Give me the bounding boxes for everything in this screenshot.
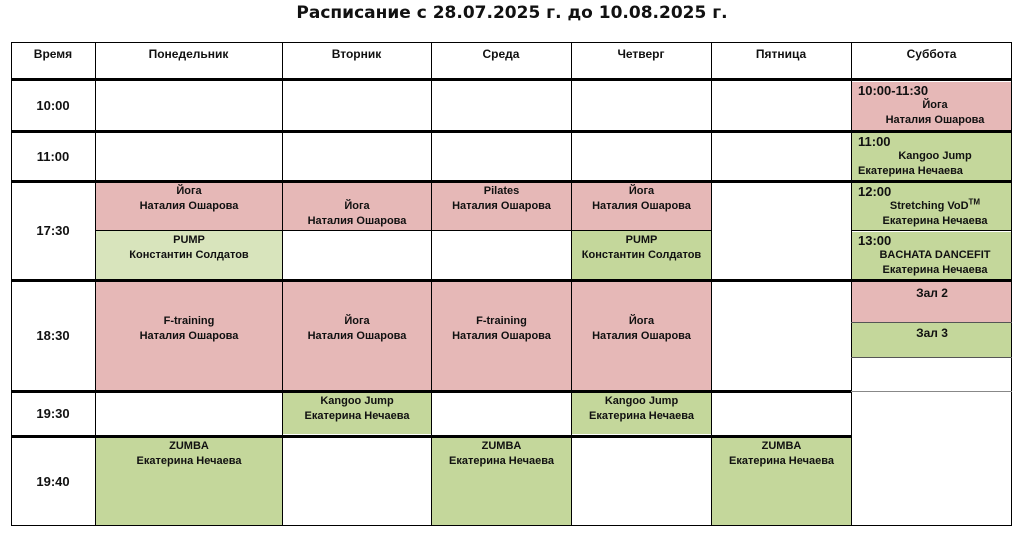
time-cell: 10:00 xyxy=(36,98,70,113)
class-cell xyxy=(572,282,711,390)
trainer-name: Екатерина Нечаева xyxy=(449,455,554,467)
class-name: ZUMBA xyxy=(481,440,522,452)
trainer-name: Наталия Ошарова xyxy=(307,330,407,342)
row-divider xyxy=(851,322,1012,323)
table-border xyxy=(11,42,1012,43)
trainer-name: Константин Солдатов xyxy=(581,249,702,261)
trainer-name: Екатерина Нечаева xyxy=(858,165,963,177)
class-cell xyxy=(96,437,282,525)
row-divider xyxy=(11,390,852,393)
class-name: Pilates xyxy=(483,185,520,197)
trainer-name: Екатерина Нечаева xyxy=(589,410,694,422)
row-divider xyxy=(11,78,1012,81)
trainer-name: Наталия Ошарова xyxy=(452,330,551,342)
row-divider xyxy=(851,230,1012,231)
row-divider xyxy=(11,180,1012,183)
row-divider xyxy=(11,130,1012,133)
class-time: 11:00 xyxy=(858,134,891,149)
trainer-name: Константин Солдатов xyxy=(129,249,249,261)
header-friday: Пятница xyxy=(755,47,807,61)
hall-2-cell: Зал 2 xyxy=(852,282,1012,322)
header-monday: Понедельник xyxy=(148,47,229,61)
trainer-name: Екатерина Нечаева xyxy=(882,215,988,227)
column-divider xyxy=(282,42,283,526)
row-divider xyxy=(851,357,1012,358)
class-name: Йога xyxy=(628,315,655,327)
class-cell xyxy=(96,231,282,279)
class-cell xyxy=(432,182,571,230)
class-cell xyxy=(432,282,571,390)
class-cell xyxy=(96,282,282,390)
saturday-class-cell xyxy=(852,183,1012,230)
table-border xyxy=(11,525,1012,526)
class-name: Kangoo Jump xyxy=(604,395,679,407)
trainer-name: Наталия Ошарова xyxy=(139,200,239,212)
class-name: Stretching VoD™ xyxy=(889,197,981,212)
row-divider xyxy=(11,435,852,438)
class-name: ZUMBA xyxy=(761,440,802,452)
class-name: Йога xyxy=(176,185,202,197)
row-divider xyxy=(851,391,1012,392)
class-name: F-training xyxy=(476,315,527,327)
header-saturday: Суббота xyxy=(906,47,957,61)
trainer-name: Наталия Ошарова xyxy=(139,330,239,342)
saturday-class-cell xyxy=(852,133,1012,180)
saturday-class-cell xyxy=(852,232,1012,279)
trainer-name: Наталия Ошарова xyxy=(592,200,691,212)
class-name: ZUMBA xyxy=(169,440,209,452)
class-name: PUMP xyxy=(625,234,658,246)
row-divider xyxy=(11,279,1012,282)
hall-3-cell: Зал 3 xyxy=(852,323,1012,357)
trainer-name: Наталия Ошарова xyxy=(452,200,551,212)
time-cell: 11:00 xyxy=(36,148,70,164)
column-divider xyxy=(851,42,852,526)
class-name: F-training xyxy=(163,315,215,327)
table-border xyxy=(1011,42,1012,526)
time-cell: 18:30 xyxy=(36,328,70,343)
class-cell xyxy=(572,182,711,230)
trainer-name: Екатерина Нечаева xyxy=(882,264,988,276)
class-cell xyxy=(432,437,571,525)
class-cell xyxy=(572,231,711,279)
class-name: PUMP xyxy=(173,234,205,246)
class-name: BACHATA DANCEFIT xyxy=(879,249,991,261)
class-cell xyxy=(283,392,431,434)
row-divider xyxy=(95,230,711,231)
trainer-name: Екатерина Нечаева xyxy=(729,455,834,467)
trainer-name: Екатерина Нечаева xyxy=(304,410,410,422)
class-cell xyxy=(283,282,431,390)
header-wednesday: Среда xyxy=(482,47,520,61)
table-border xyxy=(11,42,12,526)
column-divider xyxy=(95,42,96,526)
class-name: Йога xyxy=(628,185,655,197)
class-time: 12:00 xyxy=(858,184,892,199)
class-cell xyxy=(572,392,711,434)
class-name: Kangoo Jump xyxy=(320,395,394,407)
header-tuesday: Вторник xyxy=(331,47,382,61)
class-cell xyxy=(283,182,431,230)
trainer-name: Наталия Ошарова xyxy=(307,215,407,227)
trainer-name: Наталия Ошарова xyxy=(885,114,985,126)
header-time: Время xyxy=(33,47,73,61)
class-name: Йога xyxy=(922,99,948,111)
trainer-name: Наталия Ошарова xyxy=(592,330,691,342)
header-thursday: Четверг xyxy=(617,47,665,61)
page-title: Расписание с 28.07.2025 г. до 10.08.2025 г. xyxy=(296,3,728,23)
class-name: Йога xyxy=(344,315,370,327)
class-cell xyxy=(96,182,282,230)
trainer-name: Екатерина Нечаева xyxy=(136,455,242,467)
saturday-class-cell xyxy=(852,82,1012,130)
class-time: 13:00 xyxy=(858,233,892,248)
class-time: 10:00-11:30 xyxy=(858,83,929,98)
time-cell: 17:30 xyxy=(36,223,70,238)
time-cell: 19:40 xyxy=(36,473,70,489)
column-divider xyxy=(571,42,572,526)
time-cell: 19:30 xyxy=(36,406,70,421)
class-cell xyxy=(712,437,851,525)
class-name: Kangoo Jump xyxy=(898,150,972,162)
class-name: Йога xyxy=(344,200,370,212)
column-divider xyxy=(711,42,712,526)
column-divider xyxy=(431,42,432,526)
